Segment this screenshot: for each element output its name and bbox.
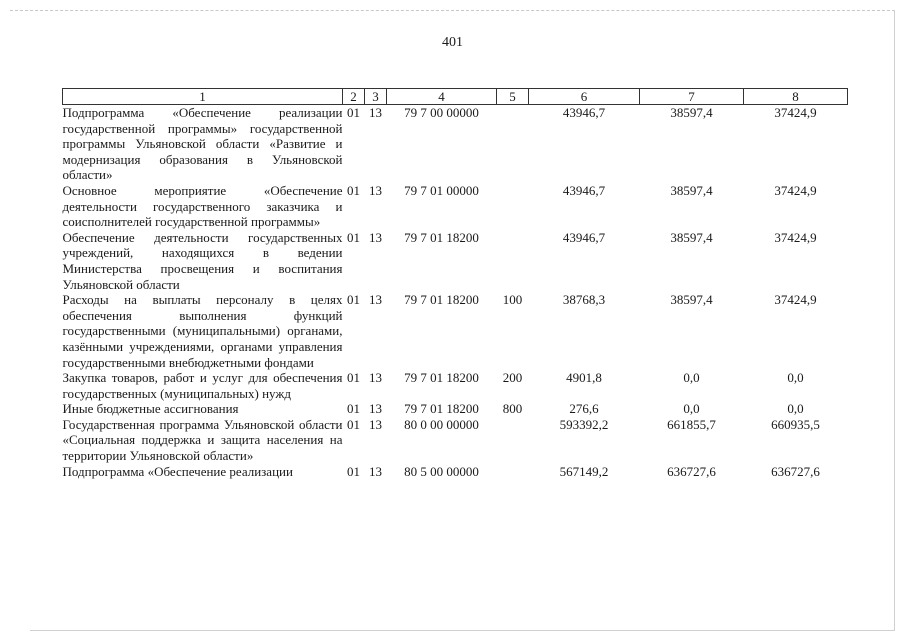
row-pr: 13: [369, 416, 382, 432]
row-rz: 01: [347, 182, 360, 198]
row-value-2: 38597,4: [670, 182, 713, 198]
header-col-8: 8: [744, 89, 848, 105]
header-col-1: 1: [63, 89, 343, 105]
row-vr: [497, 230, 529, 292]
header-col-3: 3: [365, 89, 387, 105]
row-value-3: 660935,5: [771, 416, 820, 432]
table-header: [63, 89, 848, 105]
row-value-3: 0,0: [787, 370, 804, 386]
row-pr: 13: [369, 292, 382, 308]
row-vr: [497, 183, 529, 230]
row-value-3: 37424,9: [774, 229, 817, 245]
row-vr: [497, 464, 529, 480]
row-rz: 01: [347, 229, 360, 245]
row-value-1: 593392,2: [559, 416, 609, 432]
row-csr: 79 7 01 18200: [404, 370, 479, 386]
row-name: Основное мероприятие «Обеспечение деятельности государственного заказчика и соисполнителей государственной программы»: [62, 182, 343, 230]
scan-edge-top: [10, 10, 895, 12]
row-name: Государственная программа Ульяновской области «Социальная поддержка и защита населения на территории Ульяновской области»: [62, 416, 343, 464]
row-vr: [497, 105, 529, 183]
row-name: Иные бюджетные ассигнования: [62, 401, 239, 417]
row-name: Подпрограмма «Обеспечение реализации государственной программы» государственной программы Ульяновской области «Развитие и модернизация образования в Ульяновской области»: [62, 105, 343, 183]
row-value-2: 38597,4: [670, 105, 713, 120]
row-name: Обеспечение деятельности государственных учреждений, находящихся в ведении Министерства просвещения и воспитания Ульяновской области: [62, 229, 343, 292]
row-value-1: 567149,2: [559, 463, 609, 479]
row-value-2: 0,0: [683, 401, 700, 417]
row-value-3: 37424,9: [774, 182, 817, 198]
row-value-2: 661855,7: [667, 416, 716, 432]
row-value-3: 37424,9: [774, 105, 817, 120]
row-value-2: 0,0: [683, 370, 700, 386]
row-value-2: 38597,4: [670, 229, 713, 245]
row-csr: 79 7 01 18200: [404, 292, 479, 308]
header-col-5: 5: [497, 89, 529, 105]
table-row: [63, 464, 848, 480]
table-row: [63, 370, 848, 401]
header-col-6: 6: [529, 89, 640, 105]
row-csr: 79 7 01 18200: [404, 401, 479, 417]
row-rz: 01: [347, 463, 360, 479]
scan-edge-right: [893, 10, 895, 630]
header-col-7: 7: [640, 89, 744, 105]
table-row: [63, 230, 848, 292]
table-row: [63, 105, 848, 183]
budget-table: [62, 88, 848, 479]
table-row: [63, 417, 848, 464]
header-row: [63, 89, 848, 105]
row-name: Подпрограмма «Обеспечение реализации: [62, 463, 293, 479]
table-row: [63, 183, 848, 230]
row-vr: 200: [502, 370, 523, 386]
row-vr: [497, 417, 529, 464]
row-pr: 13: [369, 401, 382, 417]
row-name: Закупка товаров, работ и услуг для обеспечения государственных (муниципальных) нужд: [62, 370, 343, 401]
row-rz: 01: [347, 292, 360, 308]
row-pr: 13: [369, 105, 382, 120]
row-value-3: 636727,6: [771, 463, 820, 479]
table-row: [63, 401, 848, 417]
row-value-1: 43946,7: [562, 229, 606, 245]
row-value-2: 636727,6: [667, 463, 716, 479]
row-vr: 800: [502, 401, 523, 417]
row-csr: 80 0 00 00000: [404, 416, 479, 432]
row-value-1: 43946,7: [562, 182, 606, 198]
table-row: [63, 292, 848, 370]
row-value-3: 37424,9: [774, 292, 817, 308]
row-rz: 01: [347, 416, 360, 432]
row-rz: 01: [347, 105, 360, 120]
row-value-1: 43946,7: [562, 105, 606, 120]
row-value-1: 4901,8: [566, 370, 602, 386]
row-value-2: 38597,4: [670, 292, 713, 308]
row-csr: 79 7 01 00000: [404, 182, 479, 198]
row-rz: 01: [347, 370, 360, 386]
row-csr: 79 7 00 00000: [404, 105, 479, 120]
row-rz: 01: [347, 401, 360, 417]
scan-edge-bottom: [30, 630, 895, 632]
row-vr: 100: [502, 292, 523, 308]
page-number: 401: [442, 35, 463, 50]
row-pr: 13: [369, 463, 382, 479]
row-pr: 13: [369, 182, 382, 198]
row-name: Расходы на выплаты персоналу в целях обеспечения выполнения функций государственными (муниципальными) органами, казёнными учреждениями, органами управления государственными внебюджетными фондами: [62, 292, 343, 370]
row-value-1: 38768,3: [562, 292, 606, 308]
row-pr: 13: [369, 229, 382, 245]
row-csr: 79 7 01 18200: [404, 229, 479, 245]
row-csr: 80 5 00 00000: [404, 463, 479, 479]
header-col-2: 2: [343, 89, 365, 105]
row-value-1: 276,6: [569, 401, 599, 417]
header-col-4: 4: [387, 89, 497, 105]
row-pr: 13: [369, 370, 382, 386]
row-value-3: 0,0: [787, 401, 804, 417]
table-body: [63, 105, 848, 480]
